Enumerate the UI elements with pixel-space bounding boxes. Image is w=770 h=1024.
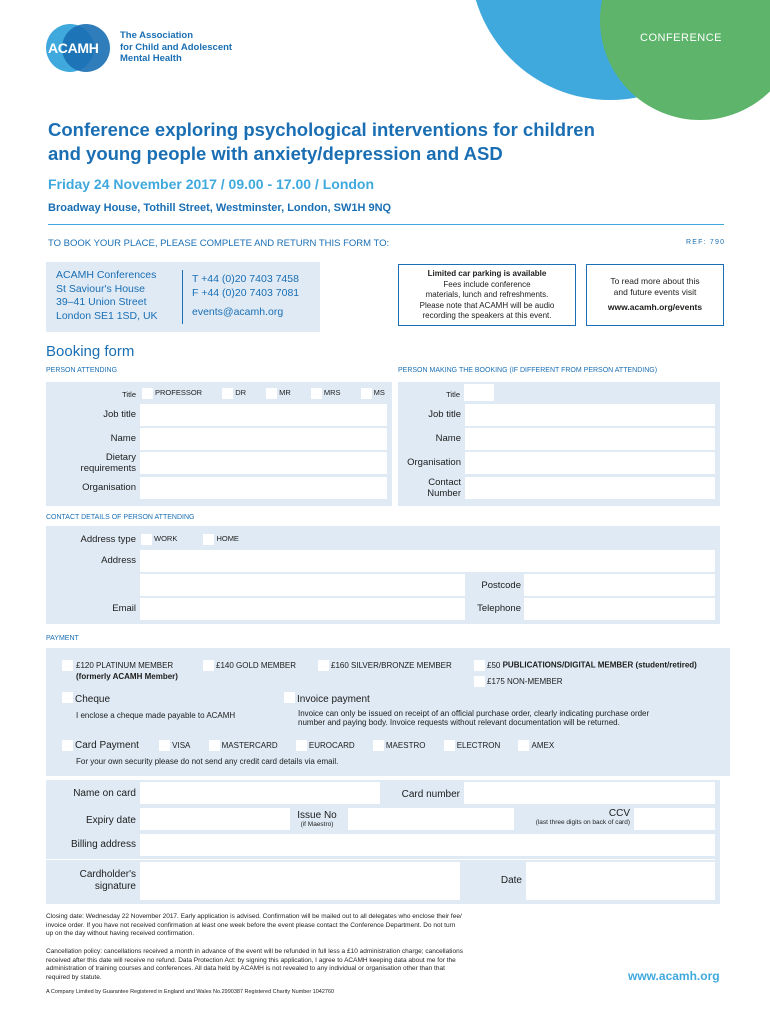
- job-title-label: Job title: [103, 409, 136, 420]
- invoice-option: Invoice payment Invoice can only be issued on receipt of an official purchase order, clearly indicating purchase order number and paying body. Invoice requests without relevant documentation will be returned.: [284, 689, 649, 727]
- contact-number-field[interactable]: [465, 477, 715, 499]
- contact-details-heading: CONTACT DETAILS OF PERSON ATTENDING: [46, 514, 195, 521]
- booking-title-label: Title: [446, 390, 460, 399]
- contact-email[interactable]: events@acamh.org: [192, 306, 284, 318]
- organisation-field[interactable]: [140, 477, 387, 499]
- date-label: Date: [500, 875, 522, 886]
- card-payment-row: Card Payment VISA MASTERCARD EUROCARD MAESTRO ELECTRON AMEX: [62, 740, 554, 751]
- parking-box: Limited car parking is available Fees include conference materials, lunch and refreshments. Please note that ACAMH will be audio recording the speakers at this event.: [398, 264, 576, 326]
- cheque-option: Cheque I enclose a cheque made payable to ACAMH: [62, 689, 235, 720]
- name-on-card-label: Name on card: [73, 788, 136, 799]
- address-type-options: WORK HOME: [141, 534, 239, 545]
- reference: REF: 790: [686, 239, 726, 246]
- acamh-logo: ACAMH: [46, 24, 110, 72]
- checkbox-amex[interactable]: [518, 740, 529, 751]
- dietary-label: Dietary requirements: [80, 452, 136, 474]
- checkbox-mrs[interactable]: [311, 388, 322, 399]
- booking-form-title: Booking form: [46, 343, 135, 360]
- membership-non-member: £175 NON-MEMBER: [474, 676, 563, 687]
- events-link[interactable]: www.acamh.org/events: [607, 302, 703, 312]
- booking-name-field[interactable]: [465, 428, 715, 450]
- page-title: Conference exploring psychological interventions for children and young people with anxiety/depression and ASD: [48, 119, 595, 164]
- banner-label: CONFERENCE: [640, 32, 723, 44]
- billing-address-line1[interactable]: [140, 834, 715, 856]
- telephone-field[interactable]: [524, 598, 715, 620]
- email-label: Email: [112, 603, 136, 614]
- issue-no-field[interactable]: [348, 808, 514, 830]
- events-box: To read more about this and future events visit www.acamh.org/events: [586, 264, 724, 326]
- billing-address-line2[interactable]: [46, 859, 715, 860]
- person-booking-heading: PERSON MAKING THE BOOKING (IF DIFFERENT FROM PERSON ATTENDING): [398, 367, 658, 374]
- expiry-label: Expiry date: [85, 815, 136, 826]
- title-options: PROFESSOR DR MR MRS MS: [142, 388, 436, 399]
- postcode-field[interactable]: [524, 574, 715, 596]
- checkbox-ms[interactable]: [361, 388, 372, 399]
- title-label: Title: [122, 390, 136, 399]
- checkbox-mr[interactable]: [266, 388, 277, 399]
- event-venue: Broadway House, Tothill Street, Westminster, London, SW1H 9NQ: [48, 202, 392, 214]
- booking-heading: TO BOOK YOUR PLACE, PLEASE COMPLETE AND RETURN THIS FORM TO:: [48, 238, 390, 249]
- dietary-field[interactable]: [140, 452, 387, 474]
- closing-date-note: Closing date: Wednesday 22 November 2017. Early application is advised. Confirmation will be mailed out to all delegates who enclose their fee/ invoice order. If you have not received confirmation at least one week before the event please contact the Conference Department. Do not turn up on the day without having received confirmation.: [46, 913, 462, 937]
- address-field-line1[interactable]: [140, 550, 715, 572]
- ccv-label: CCV (last three digits on back of card): [535, 808, 630, 826]
- booking-title-field[interactable]: [464, 384, 494, 401]
- membership-silver: £160 SILVER/BRONZE MEMBER: [318, 660, 452, 671]
- membership-gold: £140 GOLD MEMBER: [203, 660, 296, 671]
- header-decoration: [0, 0, 770, 130]
- checkbox-mastercard[interactable]: [209, 740, 220, 751]
- company-registration: A Company Limited by Guarantee Registered in England and Wales No.2990387 Registered Charity Number 1042760: [46, 989, 335, 995]
- address-type-label: Address type: [80, 534, 136, 545]
- divider: [48, 224, 724, 225]
- booking-name-label: Name: [435, 433, 461, 444]
- postal-address: ACAMH Conferences St Saviour's House 39–41 Union Street London SE1 1SD, UK: [56, 269, 158, 322]
- booking-job-title-label: Job title: [428, 409, 461, 420]
- card-security-note: For your own security please do not send any credit card details via email.: [76, 757, 339, 766]
- checkbox-invoice[interactable]: [284, 692, 295, 703]
- checkbox-professor[interactable]: [142, 388, 153, 399]
- cardholder-signature-field[interactable]: [140, 862, 460, 900]
- checkbox-platinum[interactable]: [62, 660, 73, 671]
- name-field[interactable]: [140, 428, 387, 450]
- contact-number-label: Contact Number: [427, 477, 461, 499]
- organisation-label: Organisation: [82, 482, 136, 493]
- card-number-field[interactable]: [464, 782, 715, 804]
- ccv-field[interactable]: [634, 808, 715, 830]
- checkbox-silver[interactable]: [318, 660, 329, 671]
- checkbox-visa[interactable]: [159, 740, 170, 751]
- person-attending-heading: PERSON ATTENDING: [46, 367, 118, 374]
- org-name: The Association for Child and Adolescent Mental Health: [120, 30, 233, 64]
- issue-no-label: Issue No (if Maestro): [297, 810, 337, 828]
- phone-numbers: T +44 (0)20 7403 7458 F +44 (0)20 7403 7081: [192, 273, 300, 299]
- name-on-card-field[interactable]: [140, 782, 380, 804]
- website-link[interactable]: www.acamh.org: [628, 969, 720, 983]
- checkbox-publications[interactable]: [474, 660, 485, 671]
- event-date: Friday 24 November 2017 / 09.00 - 17.00 / London: [48, 176, 375, 192]
- checkbox-dr[interactable]: [222, 388, 233, 399]
- job-title-field[interactable]: [140, 404, 387, 426]
- checkbox-card-payment[interactable]: [62, 740, 73, 751]
- email-field[interactable]: [140, 598, 465, 620]
- membership-publications: £50 PUBLICATIONS/DIGITAL MEMBER (student/retired): [474, 660, 697, 671]
- membership-platinum: £120 PLATINUM MEMBER (formerly ACAMH Member): [62, 660, 178, 682]
- cardholder-signature-label: Cardholder's signature: [79, 869, 136, 892]
- checkbox-work[interactable]: [141, 534, 152, 545]
- postcode-label: Postcode: [481, 580, 521, 591]
- address-field-line2[interactable]: [140, 574, 465, 596]
- checkbox-cheque[interactable]: [62, 692, 73, 703]
- contact-separator: [182, 270, 183, 324]
- checkbox-gold[interactable]: [203, 660, 214, 671]
- checkbox-maestro[interactable]: [373, 740, 384, 751]
- cancellation-policy: Cancellation policy: cancellations received a month in advance of the event will be refunded in full less a £10 administration charge; cancellations received after this date will receive no refund. Data Protection Act: by signing this application, I agree to ACAMH keeping data about me for the administration of training courses and conferences. All data held by ACAMH is not revealed to any individual or organisation other than that required by statute.: [46, 948, 463, 981]
- address-label: Address: [101, 555, 136, 566]
- checkbox-electron[interactable]: [444, 740, 455, 751]
- payment-heading: PAYMENT: [46, 635, 79, 642]
- date-field[interactable]: [526, 862, 715, 900]
- booking-organisation-field[interactable]: [465, 452, 715, 474]
- telephone-label: Telephone: [477, 603, 521, 614]
- card-number-label: Card number: [401, 789, 460, 800]
- billing-address-label: Billing address: [70, 839, 136, 850]
- expiry-field[interactable]: [140, 808, 290, 830]
- checkbox-non-member[interactable]: [474, 676, 485, 687]
- booking-organisation-label: Organisation: [407, 457, 461, 468]
- checkbox-eurocard[interactable]: [296, 740, 307, 751]
- booking-job-title-field[interactable]: [465, 404, 715, 426]
- name-label: Name: [110, 433, 136, 444]
- checkbox-home[interactable]: [203, 534, 214, 545]
